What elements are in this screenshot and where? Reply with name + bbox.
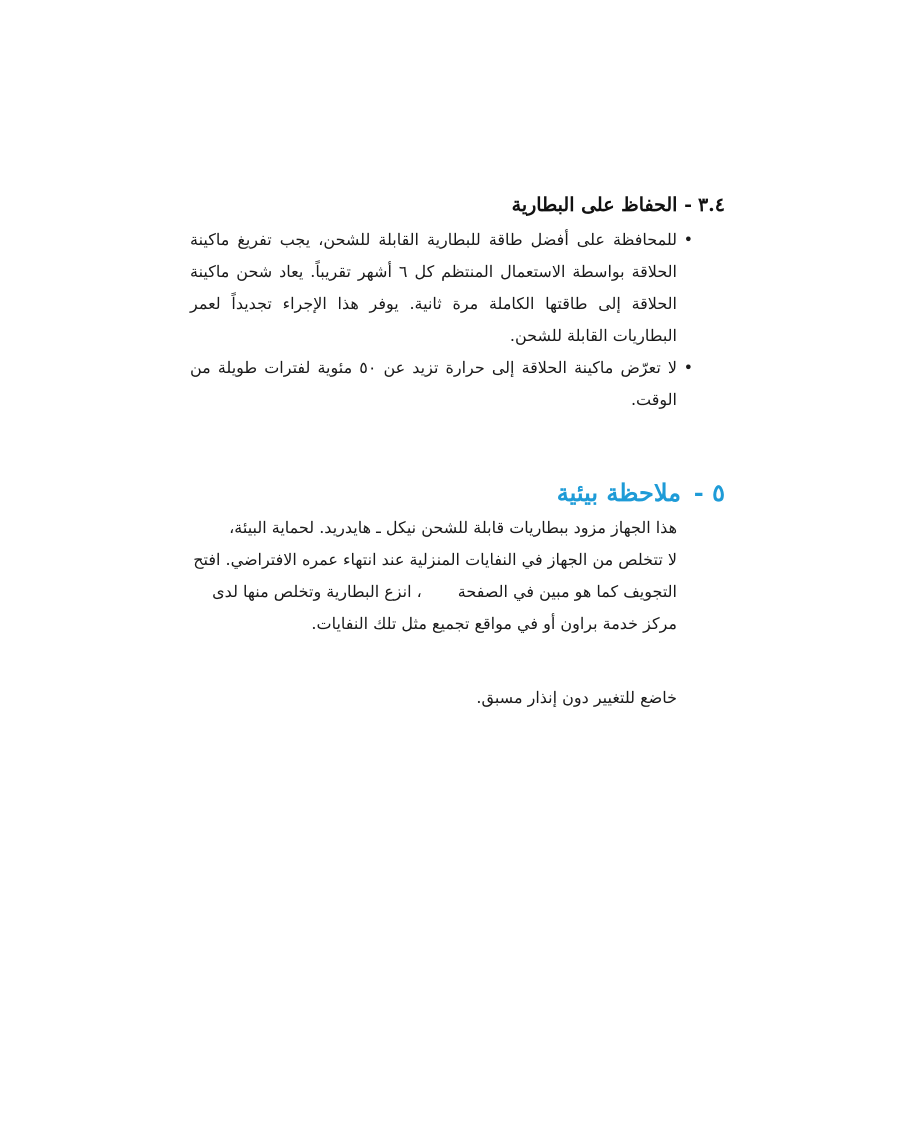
bullet-icon: • — [683, 358, 693, 377]
manual-page — [150, 190, 725, 714]
environment-note-body — [150, 512, 725, 640]
battery-tips-list — [150, 224, 725, 416]
environment-note-line — [190, 576, 677, 608]
environment-section-title: ملاحظة بيئية — [556, 478, 681, 507]
list-item — [150, 224, 725, 352]
environment-note-fragment: التجويف كما هو مبين في الصفحة — [457, 582, 677, 601]
battery-section-title: - الحفاظ على البطارية — [511, 194, 692, 216]
battery-tip-text: للمحافظة على أفضل طاقة للبطارية القابلة للشحن، يجب تفريغ ماكينة الحلاقة بواسطة الاستعمال المنتظم كل ٦ أشهر تقريباً. يعاد شحن ماكينة الحلاقة إلى طاقتها الكاملة مرة ثانية. يوفر هذا الإجراء تجديداً لعمر البطاريات القابلة للشحن. — [190, 230, 678, 345]
battery-tip-text: لا تعرّض ماكينة الحلاقة إلى حرارة تزيد عن ٥٠ مئوية لفترات طويلة من الوقت. — [190, 358, 677, 409]
environment-section-number: ٥ - — [693, 478, 725, 507]
footnote: خاضع للتغيير دون إنذار مسبق. — [476, 688, 677, 707]
battery-section-heading — [150, 190, 725, 220]
environment-note-line: مركز خدمة براون أو في مواقع تجميع مثل تلك النفايات. — [311, 614, 677, 633]
environment-note-line: لا تتخلص من الجهاز في النفايات المنزلية عند انتهاء عمره الافتراضي. افتح — [193, 550, 677, 569]
environment-note-fragment: ، انزع البطارية وتخلص منها لدى — [212, 582, 422, 601]
battery-section-number: ٣.٤ — [697, 194, 725, 216]
environment-note-line: هذا الجهاز مزود ببطاريات قابلة للشحن نيكل ـ هايدريد. لحماية البيئة، — [229, 518, 677, 537]
environment-section-heading — [150, 476, 725, 510]
list-item — [150, 352, 725, 416]
bullet-icon: • — [683, 230, 693, 249]
